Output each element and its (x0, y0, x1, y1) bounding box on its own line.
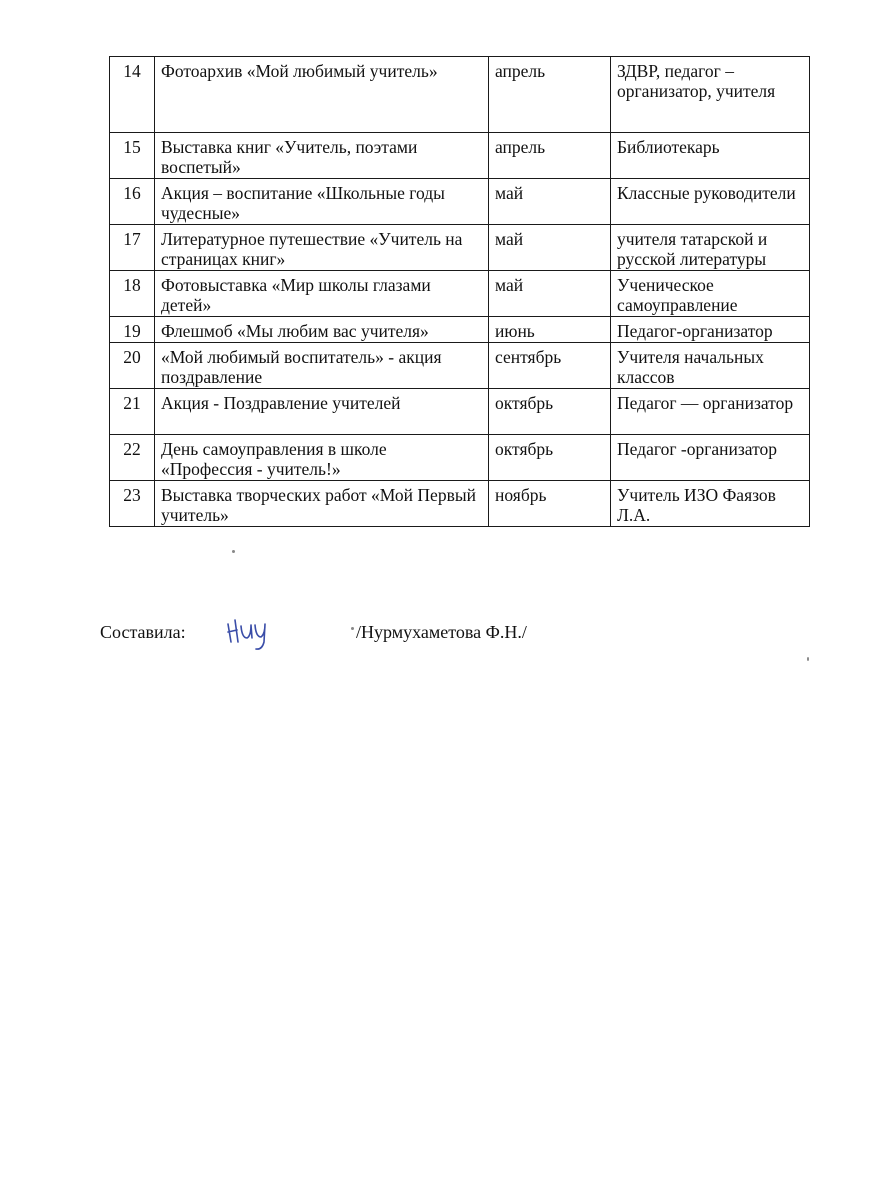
event-name: Фотоархив «Мой любимый учитель» (155, 57, 489, 133)
row-number: 21 (110, 389, 155, 435)
event-month: июнь (489, 317, 611, 343)
row-number: 22 (110, 435, 155, 481)
table-row (110, 435, 810, 481)
event-month: апрель (489, 133, 611, 179)
event-month: май (489, 179, 611, 225)
scan-speck (351, 627, 354, 630)
table-row (110, 57, 810, 133)
event-name: День самоуправления в школе «Профессия - учитель!» (155, 435, 489, 481)
row-number: 14 (110, 57, 155, 133)
scan-speck (232, 550, 235, 553)
event-month: ноябрь (489, 481, 611, 527)
row-number: 18 (110, 271, 155, 317)
event-responsible: Ученическое самоуправление (611, 271, 810, 317)
table-row (110, 225, 810, 271)
table-row (110, 133, 810, 179)
event-responsible: Педагог-организатор (611, 317, 810, 343)
row-number: 16 (110, 179, 155, 225)
event-month: май (489, 271, 611, 317)
compiler-name: /Нурмухаметова Ф.Н./ (356, 622, 527, 642)
event-responsible: ЗДВР, педагог – организатор, учителя (611, 57, 810, 133)
event-responsible: Учителя начальных классов (611, 343, 810, 389)
row-number: 15 (110, 133, 155, 179)
event-name: Флешмоб «Мы любим вас учителя» (155, 317, 489, 343)
event-name: «Мой любимый воспитатель» - акция поздравление (155, 343, 489, 389)
events-table (109, 56, 810, 527)
table-row (110, 481, 810, 527)
event-month: май (489, 225, 611, 271)
event-responsible: Библиотекарь (611, 133, 810, 179)
event-responsible: Педагог -организатор (611, 435, 810, 481)
event-name: Акция – воспитание «Школьные годы чудесные» (155, 179, 489, 225)
row-number: 19 (110, 317, 155, 343)
table-row (110, 343, 810, 389)
table-row (110, 389, 810, 435)
event-responsible: Классные руководители (611, 179, 810, 225)
row-number: 17 (110, 225, 155, 271)
table-row (110, 271, 810, 317)
event-name: Выставка творческих работ «Мой Первый учитель» (155, 481, 489, 527)
table-row (110, 317, 810, 343)
event-responsible: Педагог — организатор (611, 389, 810, 435)
event-month: октябрь (489, 389, 611, 435)
scan-speck (807, 657, 809, 661)
event-name: Фотовыставка «Мир школы глазами детей» (155, 271, 489, 317)
event-name: Литературное путешествие «Учитель на страницах книг» (155, 225, 489, 271)
event-responsible: учителя татарской и русской литературы (611, 225, 810, 271)
event-name: Акция - Поздравление учителей (155, 389, 489, 435)
events-table-body (110, 57, 810, 527)
event-month: октябрь (489, 435, 611, 481)
event-month: апрель (489, 57, 611, 133)
event-month: сентябрь (489, 343, 611, 389)
event-name: Выставка книг «Учитель, поэтами воспетый» (155, 133, 489, 179)
row-number: 23 (110, 481, 155, 527)
table-row (110, 179, 810, 225)
compiled-by-label: Составила: (100, 622, 186, 642)
row-number: 20 (110, 343, 155, 389)
signature (225, 612, 275, 652)
event-responsible: Учитель ИЗО Фаязов Л.А. (611, 481, 810, 527)
